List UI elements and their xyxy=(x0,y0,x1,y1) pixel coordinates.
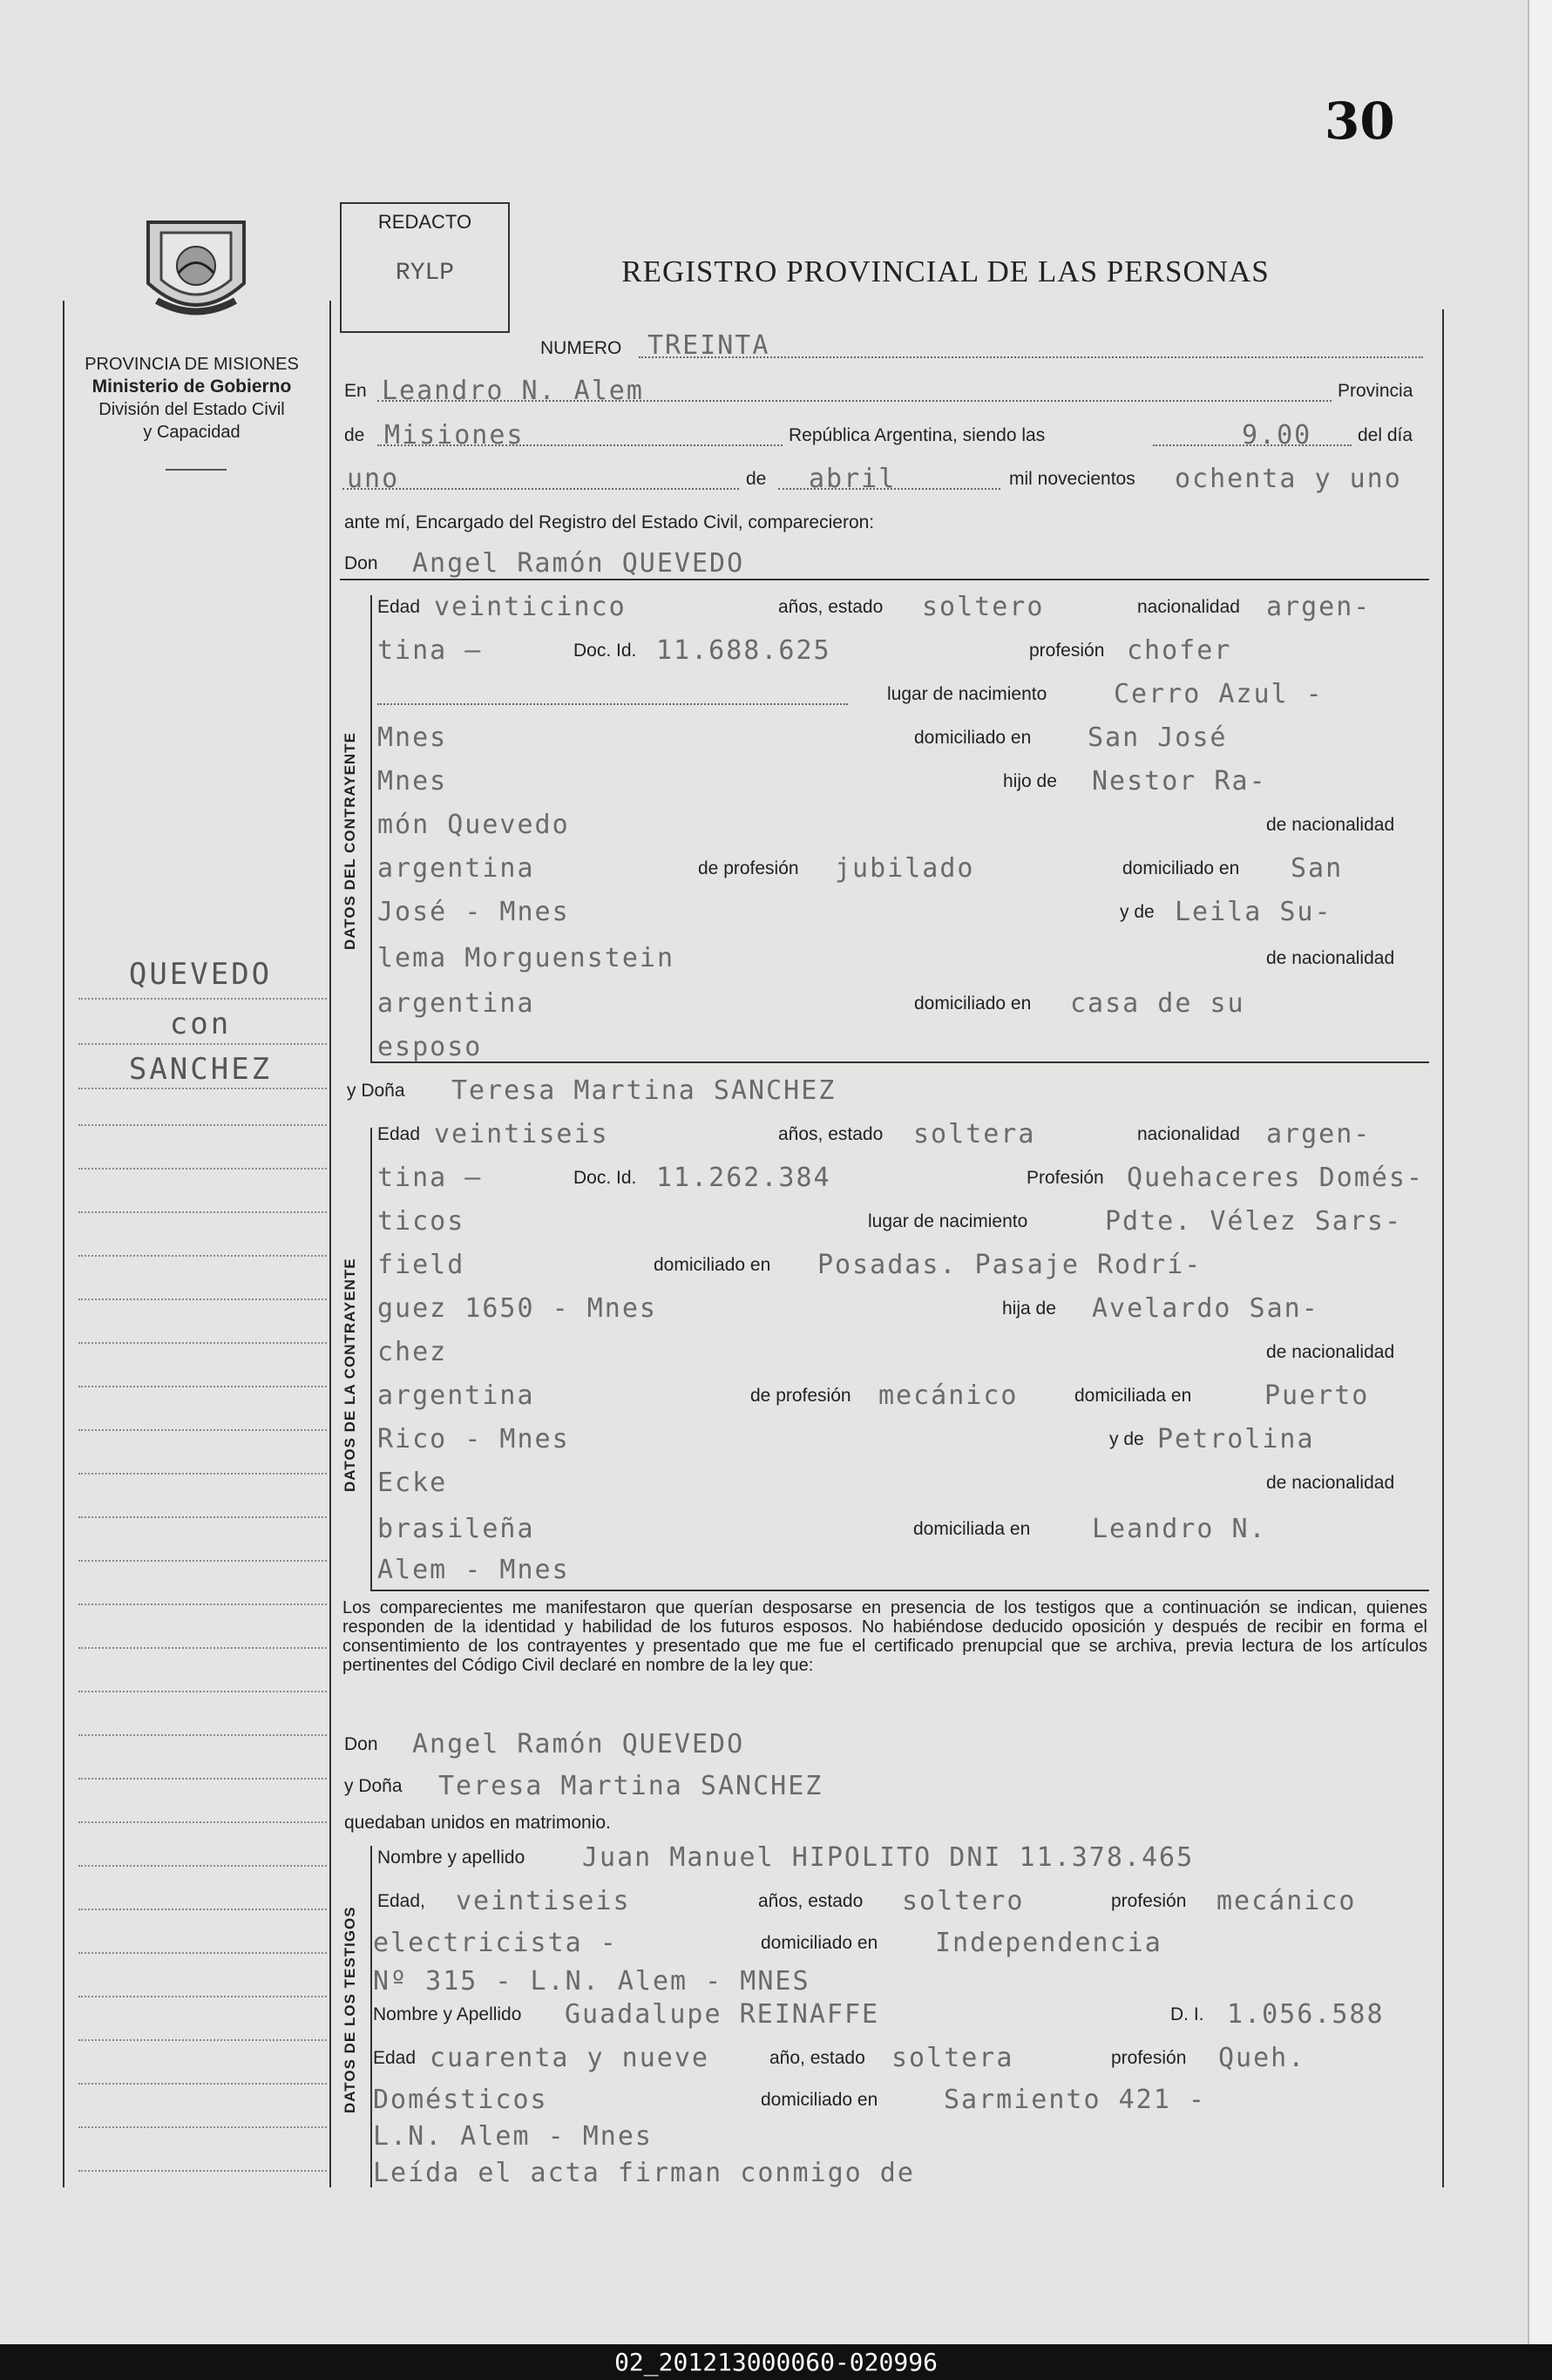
margin-note-1: QUEVEDO xyxy=(128,957,273,992)
hw-dona: Teresa Martina SANCHEZ xyxy=(451,1075,837,1106)
hw-m-madre-dom: casa de su xyxy=(1070,988,1245,1019)
row-f-madre2 xyxy=(342,1468,1432,1502)
redacto-box xyxy=(340,202,510,333)
label-profesion: profesión xyxy=(1029,641,1105,661)
label-de-nacionalidad: de nacionalidad xyxy=(1266,1473,1395,1493)
label-del-dia: del día xyxy=(1358,425,1413,445)
row-de xyxy=(342,420,1432,455)
hw-f-prof: Quehaceres Domés- xyxy=(1127,1163,1425,1193)
hw-t2-dom2: L.N. Alem - Mnes xyxy=(373,2121,653,2152)
hw-t2-di: 1.056.588 xyxy=(1227,1999,1385,2030)
hw-f-madre: Petrolina xyxy=(1157,1424,1315,1454)
row-don xyxy=(342,548,1432,583)
row-f-lugar xyxy=(342,1206,1432,1241)
hw-f-madre-nac: brasileña xyxy=(377,1514,535,1544)
ministry-label: Ministerio de Gobierno xyxy=(91,376,292,397)
label-republica: República Argentina, siendo las xyxy=(789,425,1046,445)
hw-de: Misiones xyxy=(384,420,525,451)
row-don-2 xyxy=(342,1729,1432,1764)
label-Profesion: Profesión xyxy=(1027,1168,1104,1188)
fill-line xyxy=(377,444,783,446)
label-hija: hija de xyxy=(1002,1298,1056,1319)
label-domiciliado: domiciliado en xyxy=(761,1933,878,1953)
hw-t1-edad: veintiseis xyxy=(456,1886,631,1916)
label-doc: Doc. Id. xyxy=(573,641,637,661)
hw-m-estado: soltero xyxy=(922,592,1045,622)
label-nombre-apellido: Nombre y apellido xyxy=(377,1848,525,1868)
label-lugar: lugar de nacimiento xyxy=(887,684,1047,704)
hw-m-madre-dom2: esposo xyxy=(377,1032,483,1062)
label-ante-mi: ante mí, Encargado del Registro del Estado Civil, comparecieron: xyxy=(344,512,875,532)
row-dia xyxy=(342,464,1432,498)
label-y-de: y de xyxy=(1109,1429,1144,1449)
label-nacionalidad: nacionalidad xyxy=(1137,1124,1240,1144)
margin-line xyxy=(78,1821,327,1823)
label-anos-estado: años, estado xyxy=(778,597,884,617)
margin-border xyxy=(329,301,331,2187)
row-f-madre-dom2 xyxy=(342,1555,1432,1590)
margin-line xyxy=(78,1429,327,1431)
margin-line xyxy=(78,2039,327,2041)
hw-t1-dom2: Nº 315 - L.N. Alem - MNES xyxy=(373,1966,810,1997)
hw-dia: uno xyxy=(347,464,400,494)
hw-m-prof: chofer xyxy=(1127,635,1232,666)
hw-m-nac2: tina — xyxy=(377,635,483,666)
hw-f-padre-prof: mecánico xyxy=(878,1380,1019,1411)
page-edge xyxy=(1528,0,1552,2380)
hw-f-edad: veintiseis xyxy=(434,1119,609,1149)
provincial-seal-icon xyxy=(139,205,253,327)
hw-en: Leandro N. Alem xyxy=(382,376,644,406)
row-m-hijo2 xyxy=(342,810,1432,844)
division-label-2: y Capacidad xyxy=(143,423,241,442)
margin-line xyxy=(78,1342,327,1344)
label-domiciliado: domiciliado en xyxy=(914,728,1032,748)
ministry-block xyxy=(57,353,327,444)
redacto-label: REDACTO xyxy=(377,211,472,233)
margin-line xyxy=(78,998,327,1000)
row-m-edad xyxy=(342,592,1432,627)
hw-m-hijo2: món Quevedo xyxy=(377,810,570,840)
margin-line xyxy=(78,1734,327,1736)
margin-line xyxy=(78,1255,327,1257)
row-m-dom xyxy=(342,722,1432,757)
row-t1-edad xyxy=(342,1886,1432,1921)
hw-m-padre-prof: jubilado xyxy=(835,853,975,884)
row-t2-dom xyxy=(342,2085,1432,2119)
hw-t1-prof2: electricista - xyxy=(373,1928,618,1958)
hw-m-edad: veinticinco xyxy=(434,592,627,622)
margin-line xyxy=(78,2083,327,2085)
label-datos-testigos: DATOS DE LOS TESTIGOS xyxy=(342,1906,358,2113)
row-m-hijo xyxy=(342,766,1432,801)
hw-m-lugar: Cerro Azul - xyxy=(1114,679,1324,709)
margin-line xyxy=(78,1691,327,1692)
label-mil: mil novecientos xyxy=(1009,469,1135,489)
label-de-profesion: de profesión xyxy=(750,1386,851,1406)
margin-line xyxy=(78,1996,327,1997)
label-de: de xyxy=(344,425,365,445)
row-m-madre2 xyxy=(342,943,1432,978)
margin-line xyxy=(78,1473,327,1475)
label-datos-contrayente: DATOS DEL CONTRAYENTE xyxy=(342,732,358,950)
division-label: División del Estado Civil xyxy=(98,400,285,419)
hw-cierre: Leída el acta firman conmigo de xyxy=(373,2158,915,2188)
label-quedaban: quedaban unidos en matrimonio. xyxy=(344,1813,611,1833)
label-doc: Doc. Id. xyxy=(573,1168,637,1188)
label-domiciliada: domiciliada en xyxy=(1074,1386,1192,1406)
margin-line xyxy=(78,1647,327,1649)
document-title: REGISTRO PROVINCIAL DE LAS PERSONAS xyxy=(621,254,1270,288)
row-m-madre-dom2 xyxy=(342,1032,1432,1067)
left-border xyxy=(63,301,64,2187)
row-quedaban xyxy=(342,1813,1432,1842)
margin-line xyxy=(78,1298,327,1300)
footer-id: 02_201213000060-020996 xyxy=(0,2344,1552,2380)
legal-paragraph: Los comparecientes me manifestaron que querían desposarse en presencia de los testigos que a continuación se indican, quienes responden de la identidad y habilidad de los futuros esposos. No habiéndose deducido oposición y después de recibir en forma el consentimiento de los contrayentes y presentado que me fue el certificado prenupcial que se archiva, previa lectura de los artículos pertinentes del Código Civil declaré en nombre de la ley que: xyxy=(342,1598,1427,1675)
label-lugar: lugar de nacimiento xyxy=(868,1211,1028,1231)
label-edad: Edad xyxy=(377,597,421,617)
label-domiciliado: domiciliado en xyxy=(654,1255,771,1275)
row-f-madre xyxy=(342,1424,1432,1459)
label-y-de: y de xyxy=(1120,902,1155,922)
label-de-profesion: de profesión xyxy=(698,858,799,878)
hw-t2-edad: cuarenta y nueve xyxy=(430,2043,709,2073)
hw-anio: ochenta y uno xyxy=(1175,464,1402,494)
row-dona-2 xyxy=(342,1771,1432,1806)
hw-f-padre-nac: argentina xyxy=(377,1380,535,1411)
hw-don-2: Angel Ramón QUEVEDO xyxy=(412,1729,745,1760)
row-f-hija xyxy=(342,1293,1432,1328)
hw-m-padre-nac: argentina xyxy=(377,853,535,884)
label-don: Don xyxy=(344,1734,378,1754)
row-f-dom xyxy=(342,1250,1432,1285)
margin-line xyxy=(78,1604,327,1605)
row-f-padre xyxy=(342,1380,1432,1415)
label-y-dona: y Doña xyxy=(344,1776,403,1796)
hw-f-nac2: tina — xyxy=(377,1163,483,1193)
hw-f-padre-dom: Puerto xyxy=(1264,1380,1370,1411)
label-edad: Edad xyxy=(377,1124,421,1144)
label-domiciliado: domiciliado en xyxy=(761,2090,878,2110)
hw-m-dom: San José xyxy=(1088,722,1228,753)
hw-t2-estado: soltera xyxy=(891,2043,1014,2073)
margin-line xyxy=(78,1386,327,1387)
row-f-madre-dom xyxy=(342,1514,1432,1549)
fill-line xyxy=(1153,444,1352,446)
margin-line xyxy=(78,1778,327,1780)
margin-line xyxy=(78,1865,327,1867)
label-profesion: profesión xyxy=(1111,1891,1187,1911)
hw-m-doc: 11.688.625 xyxy=(656,635,831,666)
label-Nombre-Apellido: Nombre y Apellido xyxy=(373,2004,522,2024)
margin-line xyxy=(78,1952,327,1954)
hw-f-madre-dom: Leandro N. xyxy=(1092,1514,1267,1544)
label-profesion: profesión xyxy=(1111,2048,1187,2068)
margin-line xyxy=(78,1124,327,1126)
label-datos-contrayente-f: DATOS DE LA CONTRAYENTE xyxy=(342,1258,358,1492)
row-m-doc xyxy=(342,635,1432,670)
row-m-madre-dom xyxy=(342,988,1432,1023)
row-numero xyxy=(342,330,1432,365)
row-t1-dom2 xyxy=(342,1966,1432,2001)
row-dona xyxy=(342,1075,1432,1110)
margin-note-3: SANCHEZ xyxy=(128,1052,273,1087)
label-edad: Edad xyxy=(373,2048,417,2068)
margin-line xyxy=(78,1211,327,1213)
label-anos-estado: años, estado xyxy=(758,1891,864,1911)
margin-line xyxy=(78,1088,327,1089)
hw-f-madre-dom2: Alem - Mnes xyxy=(377,1555,570,1585)
fill-line xyxy=(639,356,1423,358)
hw-f-lugar: Pdte. Vélez Sars- xyxy=(1105,1206,1403,1237)
label-de-mes: de xyxy=(746,469,767,489)
hw-hora: 9.00 xyxy=(1242,420,1312,451)
label-hijo: hijo de xyxy=(1003,771,1057,791)
hw-f-nac: argen- xyxy=(1266,1119,1372,1149)
margin-line xyxy=(78,1909,327,1910)
label-don: Don xyxy=(344,553,378,573)
label-de-nacionalidad: de nacionalidad xyxy=(1266,815,1395,835)
redacto-value: RYLP xyxy=(395,260,455,287)
hw-f-lugar2: field xyxy=(377,1250,465,1280)
label-anio-estado: año, estado xyxy=(769,2048,865,2068)
hw-m-lugar2: Mnes xyxy=(377,722,448,753)
hw-f-padre-dom2: Rico - Mnes xyxy=(377,1424,570,1454)
label-provincia: Provincia xyxy=(1338,381,1413,401)
province-label: PROVINCIA DE MISIONES xyxy=(85,355,299,374)
hw-m-nac: argen- xyxy=(1266,592,1372,622)
label-edad-comma: Edad, xyxy=(377,1891,425,1911)
hw-f-prof2: ticos xyxy=(377,1206,465,1237)
label-domiciliado: domiciliado en xyxy=(914,993,1032,1014)
margin-line xyxy=(78,1043,327,1045)
hw-don: Angel Ramón QUEVEDO xyxy=(412,548,745,579)
hw-m-padre-dom: San xyxy=(1291,853,1344,884)
margin-line xyxy=(78,2126,327,2128)
hw-f-madre2: Ecke xyxy=(377,1468,448,1498)
label-numero: NUMERO xyxy=(540,338,622,358)
label-y-dona: y Doña xyxy=(347,1081,405,1101)
label-en: En xyxy=(344,381,367,401)
row-en xyxy=(342,376,1432,410)
bracket-contrayente-f-bottom xyxy=(370,1590,1429,1591)
label-de-nacionalidad: de nacionalidad xyxy=(1266,948,1395,968)
row-m-madre xyxy=(342,897,1432,932)
hw-m-dom2: Mnes xyxy=(377,766,448,797)
hw-t1-prof: mecánico xyxy=(1217,1886,1357,1916)
hw-f-doc: 11.262.384 xyxy=(656,1163,831,1193)
row-f-hija2 xyxy=(342,1337,1432,1372)
hw-t2-dom: Sarmiento 421 - xyxy=(944,2085,1206,2115)
row-t1-dom xyxy=(342,1928,1432,1963)
margin-line xyxy=(78,1560,327,1562)
right-border xyxy=(1442,309,1444,2187)
row-t2-dom2 xyxy=(342,2121,1432,2156)
hw-mes: abril xyxy=(809,464,897,494)
margin-line xyxy=(78,1516,327,1518)
row-t2-edad xyxy=(342,2043,1432,2078)
hw-m-madre-nac: argentina xyxy=(377,988,535,1019)
row-f-doc xyxy=(342,1163,1432,1197)
fill-line xyxy=(778,488,1000,490)
hw-f-estado: soltera xyxy=(913,1119,1036,1149)
hw-f-hija: Avelardo San- xyxy=(1092,1293,1319,1324)
label-domiciliada: domiciliada en xyxy=(913,1519,1031,1539)
fill-line xyxy=(342,488,739,490)
margin-note-2: con xyxy=(169,1007,232,1041)
label-nacionalidad: nacionalidad xyxy=(1137,597,1240,617)
label-de-nacionalidad: de nacionalidad xyxy=(1266,1342,1395,1362)
hw-m-madre: Leila Su- xyxy=(1175,897,1332,927)
fill-line xyxy=(377,703,848,705)
margin-line xyxy=(78,2170,327,2172)
margin-line xyxy=(78,1168,327,1170)
label-domiciliado: domiciliado en xyxy=(1122,858,1240,878)
row-ante-mi xyxy=(342,512,1432,542)
row-t2-nombre xyxy=(342,1999,1432,2034)
hw-f-dom: Posadas. Pasaje Rodrí- xyxy=(817,1250,1203,1280)
row-t1-nombre xyxy=(342,1842,1432,1877)
row-m-lugar xyxy=(342,679,1432,714)
row-cierre xyxy=(342,2158,1432,2193)
label-di: D. I. xyxy=(1170,2004,1204,2024)
row-f-edad xyxy=(342,1119,1432,1154)
hw-t1-estado: soltero xyxy=(902,1886,1025,1916)
fill-line xyxy=(377,400,1332,402)
hw-m-padre-dom2: José - Mnes xyxy=(377,897,570,927)
hw-t1-nombre: Juan Manuel HIPOLITO DNI 11.378.465 xyxy=(582,1842,1195,1873)
hw-t2-prof2: Domésticos xyxy=(373,2085,548,2115)
hw-numero: TREINTA xyxy=(647,330,770,361)
page-number: 30 xyxy=(1325,92,1395,151)
divider xyxy=(166,469,227,471)
hw-m-hijo: Nestor Ra- xyxy=(1092,766,1267,797)
row-m-padre xyxy=(342,853,1432,888)
hw-m-madre2: lema Morguenstein xyxy=(377,943,675,973)
hw-f-dom2: guez 1650 - Mnes xyxy=(377,1293,657,1324)
hw-f-hija2: chez xyxy=(377,1337,448,1367)
hw-t2-prof: Queh. xyxy=(1218,2043,1306,2073)
hw-dona-2: Teresa Martina SANCHEZ xyxy=(438,1771,823,1801)
label-anos-estado: años, estado xyxy=(778,1124,884,1144)
hw-t1-dom: Independencia xyxy=(935,1928,1162,1958)
hw-t2-nombre: Guadalupe REINAFFE xyxy=(565,1999,880,2030)
